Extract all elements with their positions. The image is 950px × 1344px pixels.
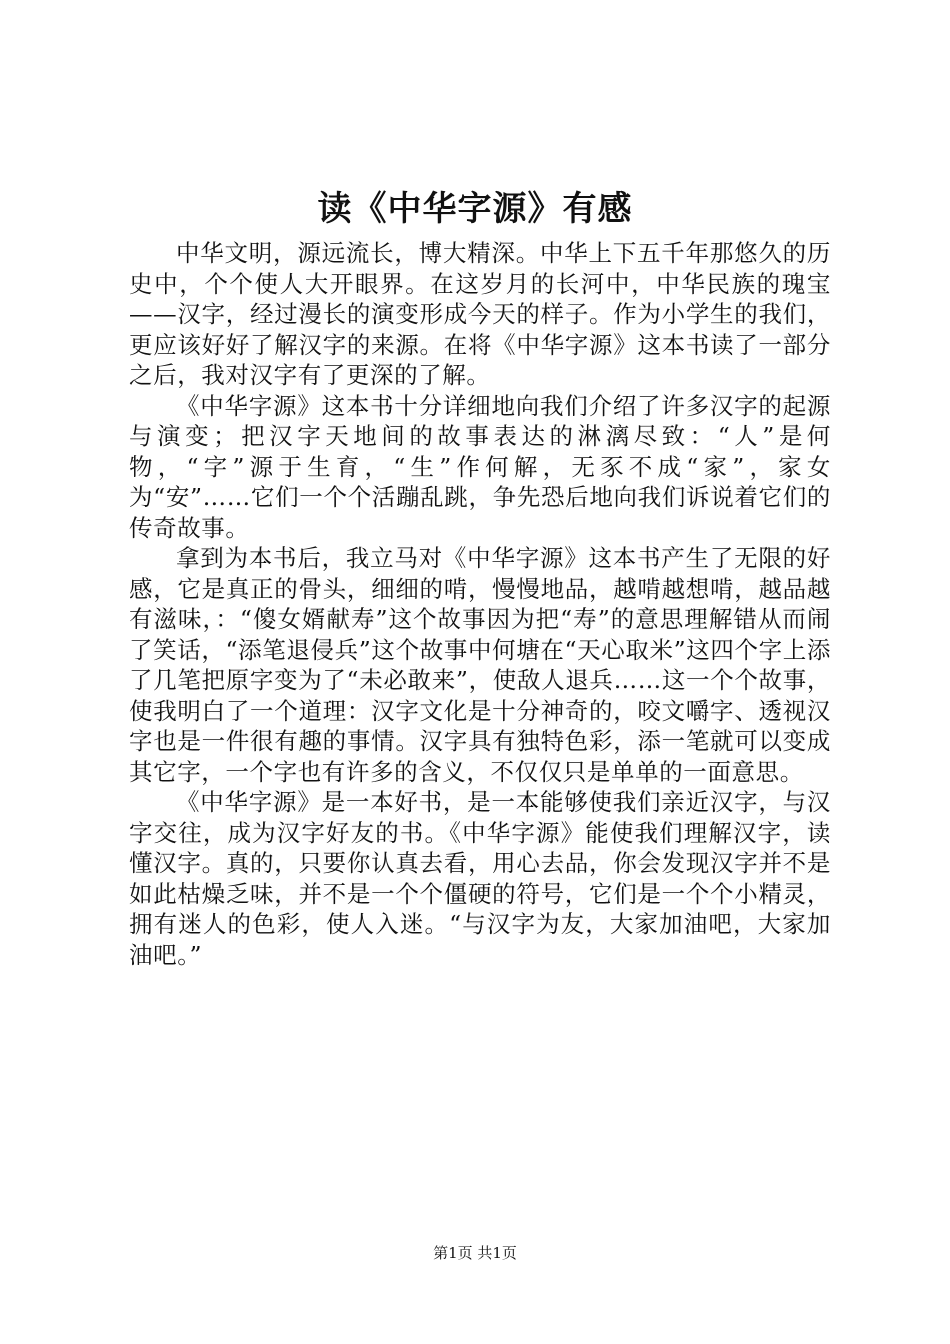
- document-body: [129, 238, 831, 970]
- paragraph-4: 《中华字源》是一本好书，是一本能够使我们亲近汉字，与汉字交往，成为汉字好友的书。《中华字源》能使我们理解汉字，读懂汉字。真的，只要你认真去看，用心去品，你会发现汉字并不是如此枯燥乏味，并不是一个个僵硬的符号，它们是一个个小精灵，拥有迷人的色彩，使人入迷。“与汉字为友，大家加油吧，大家加油吧。”: [129, 788, 831, 969]
- paragraph-2: 《中华字源》这本书十分详细地向我们介绍了许多汉字的起源与演变；把汉字天地间的故事表达的淋漓尽致：“人”是何物，“字”源于生育，“生”作何解，无豕不成“家”，家女为“安”……它们一个个活蹦乱跳，争先恐后地向我们诉说着它们的传奇故事。: [129, 391, 831, 542]
- paragraph-3: 拿到为本书后，我立马对《中华字源》这本书产生了无限的好感，它是真正的骨头，细细的啃，慢慢地品，越啃越想啃，越品越有滋味，：“傻女婿献寿”这个故事因为把“寿”的意思理解错从而闹了笑话，“添笔退侵兵”这个故事中何塘在“天心取米”这四个字上添了几笔把原字变为了“未必敢来”，使敌人退兵……这一个个故事，使我明白了一个道理：汉字文化是十分神奇的，咬文嚼字、透视汉字也是一件很有趣的事情。汉字具有独特色彩，添一笔就可以变成其它字，一个字也有许多的含义，不仅仅只是单单的一面意思。: [129, 544, 831, 786]
- document-title: 读《中华字源》有感: [317, 189, 633, 229]
- page-footer: 第1页 共1页: [433, 1244, 517, 1262]
- paragraph-1: 中华文明，源远流长，博大精深。中华上下五千年那悠久的历史中，个个使人大开眼界。在这岁月的长河中，中华民族的瑰宝——汉字，经过漫长的演变形成今天的样子。作为小学生的我们，更应该好好了解汉字的来源。在将《中华字源》这本书读了一部分之后，我对汉字有了更深的了解。: [129, 239, 831, 389]
